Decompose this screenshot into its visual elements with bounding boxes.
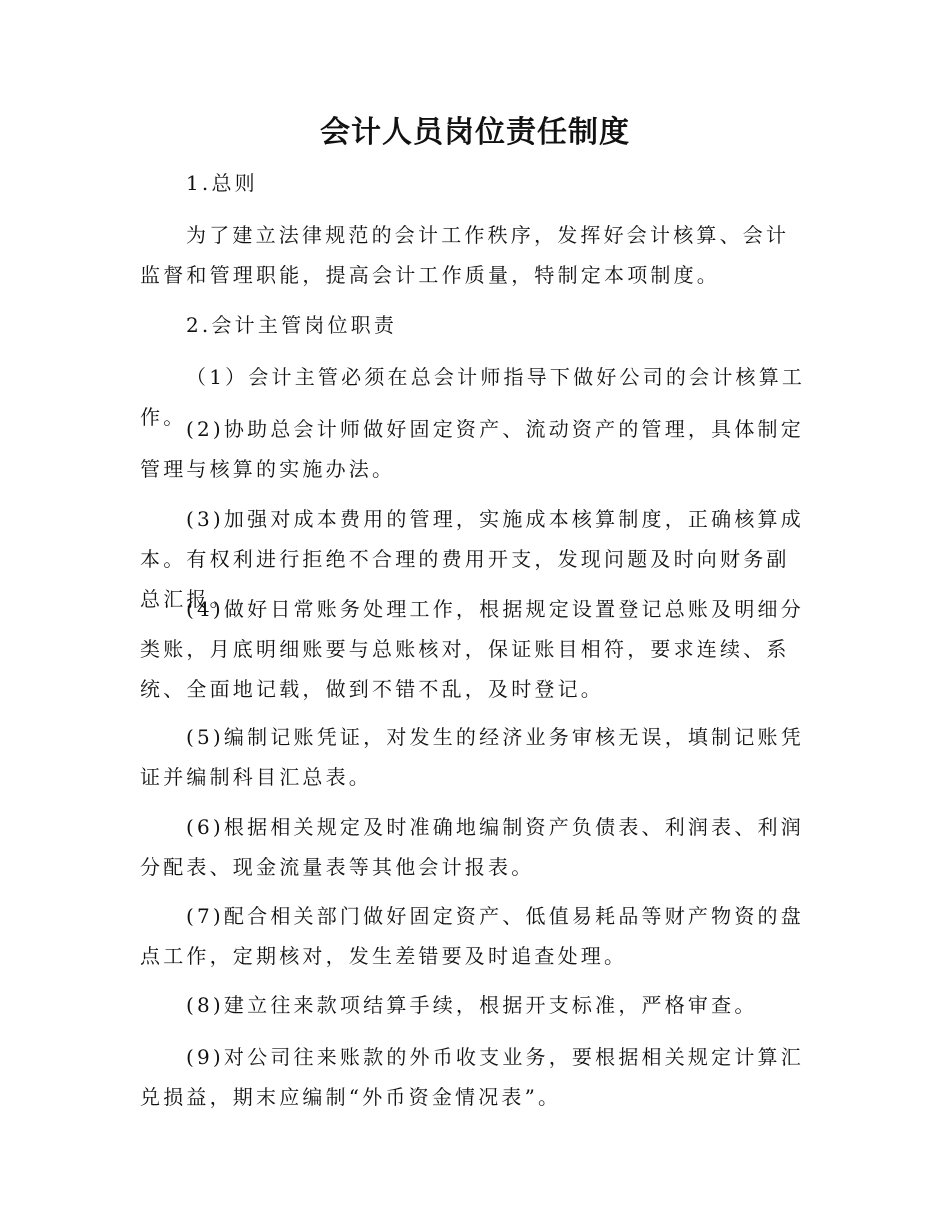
duty-item-8: (8)建立往来款项结算手续，根据开支标准，严格审查。 — [186, 993, 758, 1017]
duty-item-1: （1）会计主管必须在总会计师指导下做好公司的会计核算工作。 — [140, 365, 806, 429]
duty-item-6: (6)根据相关规定及时准确地编制资产负债表、利润表、利润分配表、现金流量表等其他会计报表。 — [140, 815, 804, 879]
duty-item-3: (3)加强对成本费用的管理，实施成本核算制度，正确核算成本。有权利进行拒绝不合理的费用开支，发现问题及时向财务副总汇报。 — [140, 507, 804, 611]
paragraph-purpose: 为了建立法律规范的会计工作秩序，发挥好会计核算、会计监督和管理职能，提高会计工作质量，特制定本项制度。 — [140, 223, 790, 287]
section-heading-supervisor-duties: 2.会计主管岗位职责 — [186, 313, 398, 337]
duty-item-9: (9)对公司往来账款的外币收支业务，要根据相关规定计算汇兑损益，期末应编制“外币资金情况表”。 — [140, 1045, 804, 1109]
document-title: 会计人员岗位责任制度 — [320, 115, 630, 150]
duty-item-2: (2)协助总会计师做好固定资产、流动资产的管理，具体制定管理与核算的实施办法。 — [140, 417, 804, 481]
duty-item-5: (5)编制记账凭证，对发生的经济业务审核无误，填制记账凭证并编制科目汇总表。 — [140, 725, 804, 789]
duty-item-4: (4)做好日常账务处理工作，根据规定设置登记总账及明细分类账，月底明细账要与总账核对，保证账目相符，要求连续、系统、全面地记载，做到不错不乱，及时登记。 — [140, 597, 804, 701]
section-heading-general: 1.总则 — [186, 171, 258, 195]
duty-item-7: (7)配合相关部门做好固定资产、低值易耗品等财产物资的盘点工作，定期核对，发生差错要及时追查处理。 — [140, 904, 804, 968]
